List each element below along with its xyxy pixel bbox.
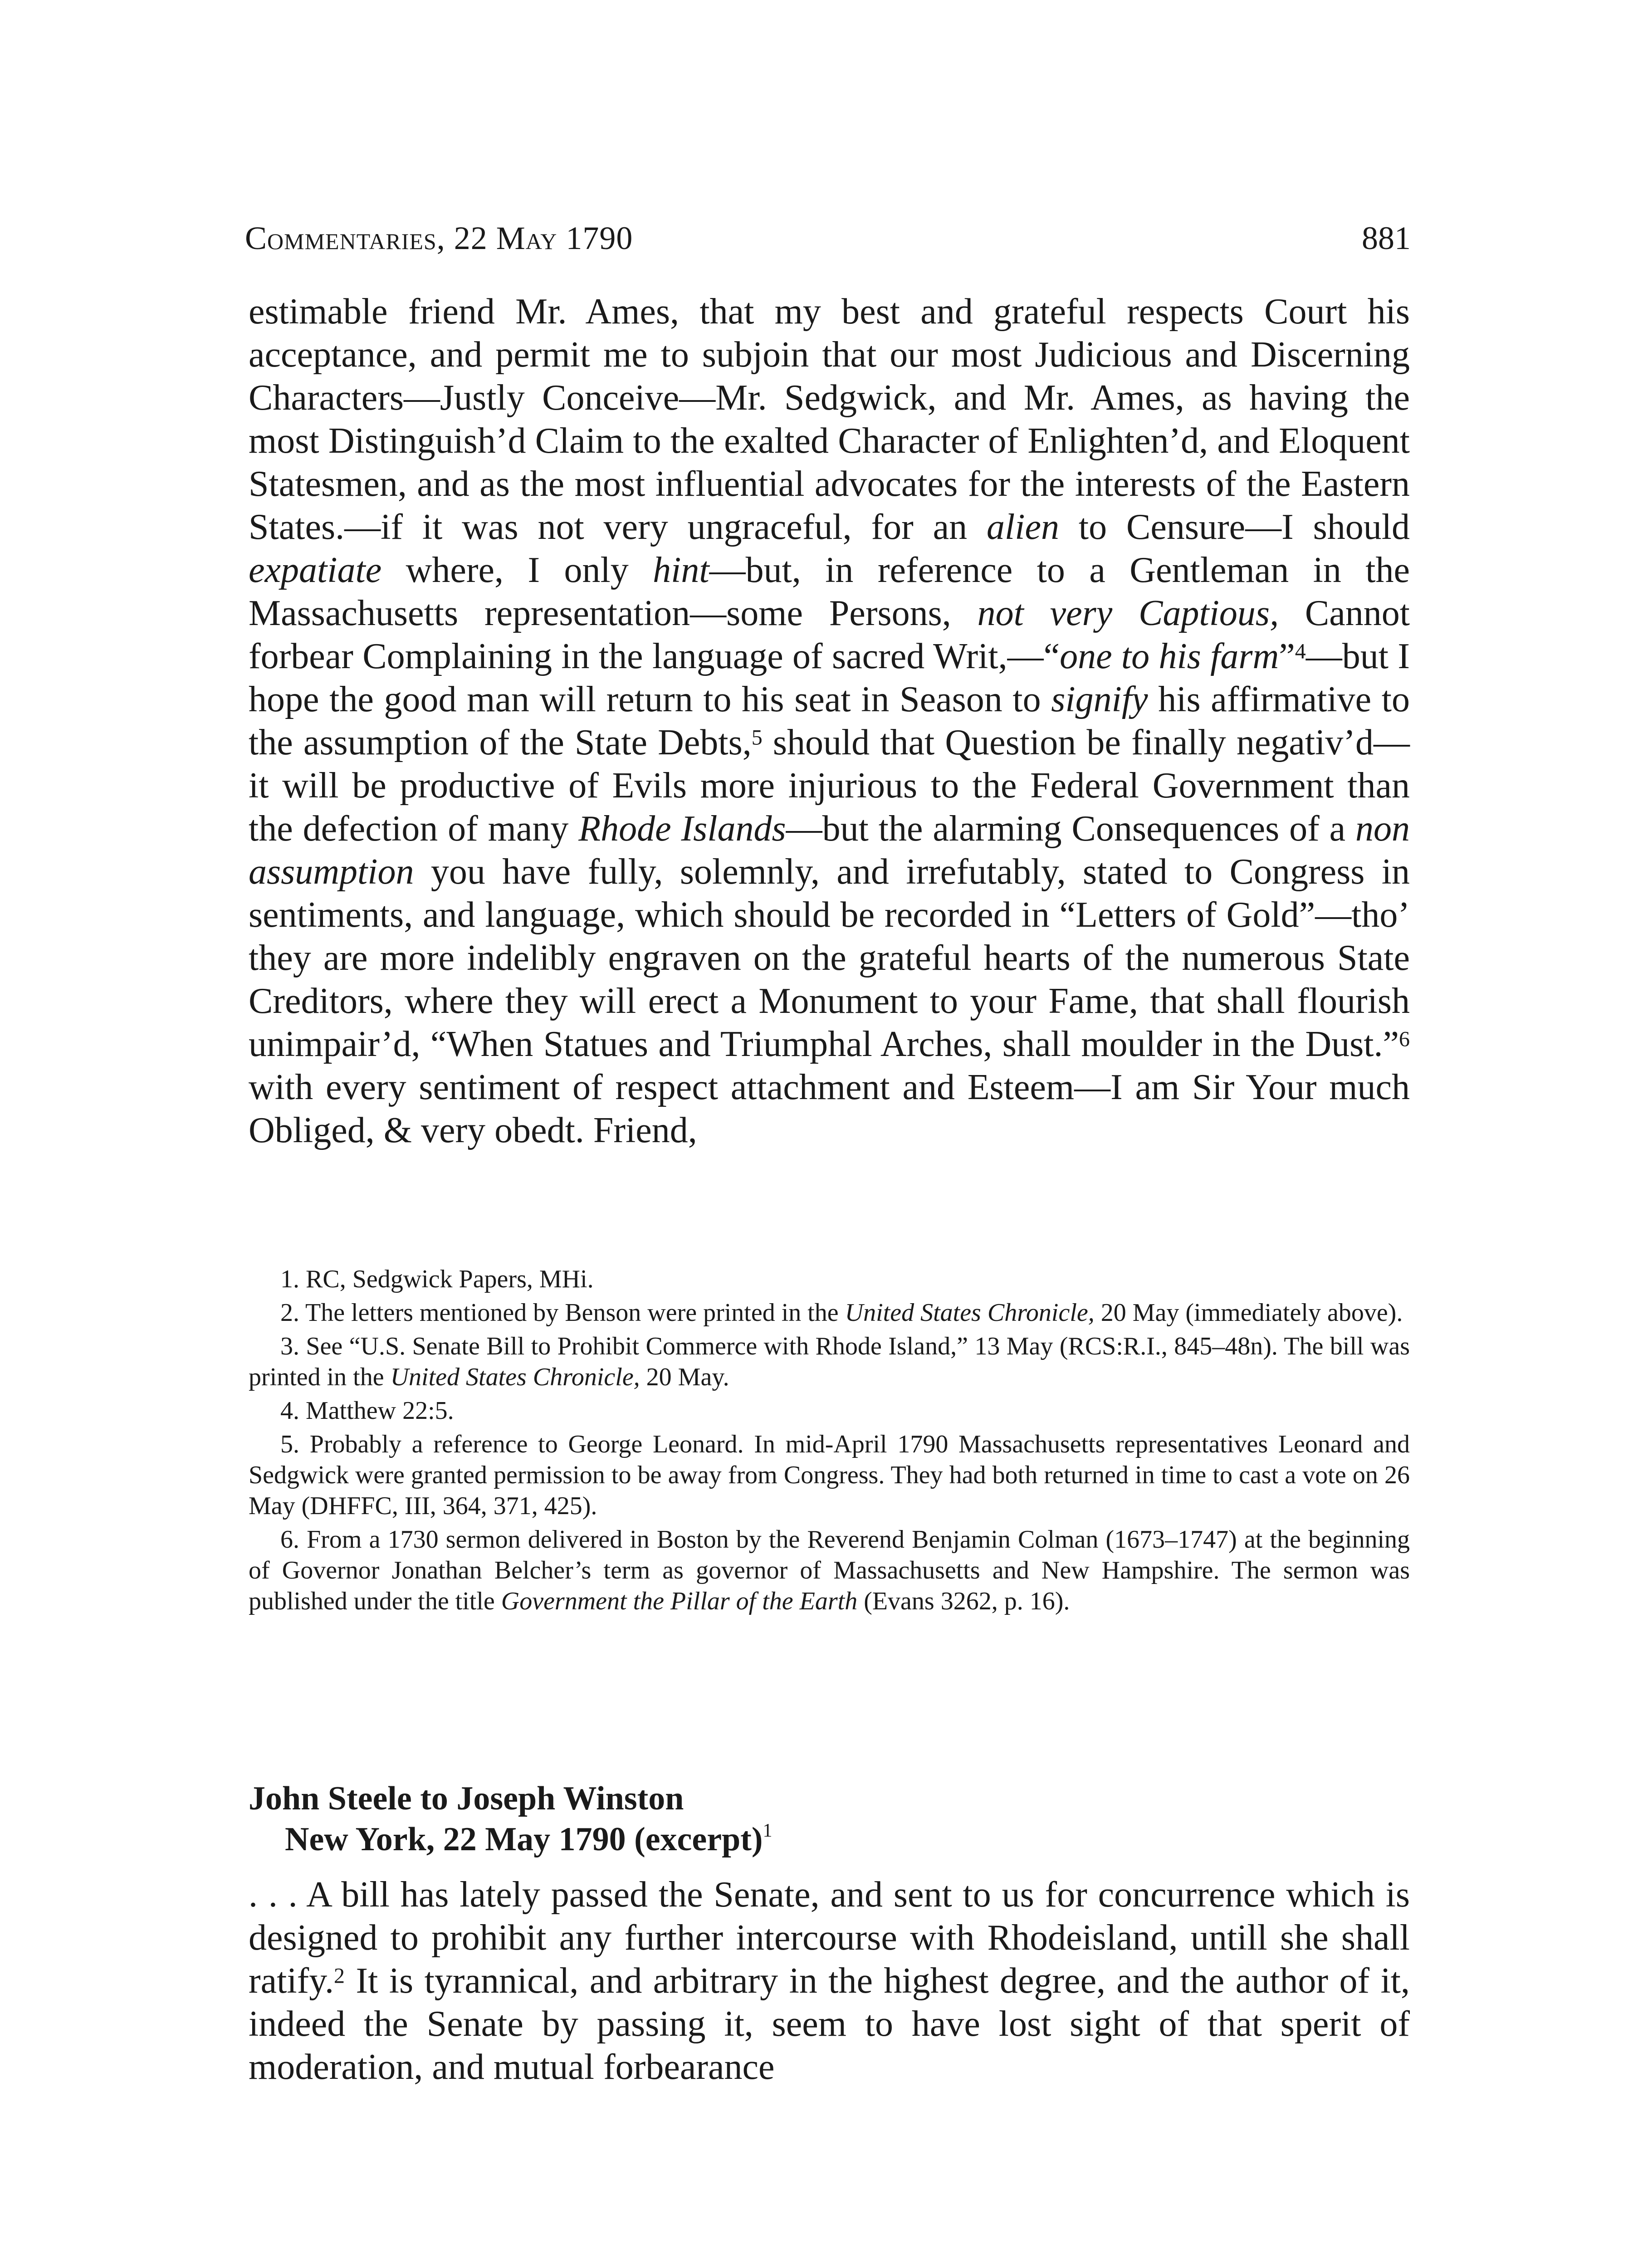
note-ref: 6 (1399, 1027, 1410, 1051)
letter-excerpt (249, 1873, 1410, 2089)
note-ref: 4 (1295, 639, 1306, 664)
text-run: 6. From a 1730 sermon delivered in Boston by the Reverend Benjamin Colman (1673–1747) at the beginning of Governor Jonathan Belcher’s term as governor of Massachusetts and New Hampshire. The sermon was published under the title (249, 1525, 1410, 1615)
section-title-note-ref: 1 (763, 1820, 772, 1841)
note-ref: 2 (334, 1964, 345, 1988)
excerpt-paragraph (249, 1873, 1410, 2089)
italic-text: United States Chronicle, (390, 1363, 640, 1391)
italic-text: alien (987, 507, 1059, 547)
section-title-line2 (249, 1819, 1410, 1860)
text-run: (Evans 3262, p. 16). (857, 1587, 1070, 1615)
page-header (245, 213, 1411, 263)
letter-paragraph (249, 290, 1410, 1152)
text-run: —but I hope the good man will return to his seat in Season to (249, 636, 1410, 719)
italic-text: not very Captious, (977, 593, 1279, 633)
section-title-line1: John Steele to Joseph Winston (249, 1780, 684, 1817)
footnote-6 (249, 1524, 1410, 1617)
text-run: you have fully, solemnly, and irrefutably, stated to Congress in sentiments, and language, which should be recorded in “Letters of Gold”—tho’ they are more indelibly engraven on the grateful hearts of the numerous State Creditors, where they will erect a Monument to your Fame, that shall flourish unimpair’d, “When Statues and Triumphal Arches, shall moulder in the Dust.” (249, 852, 1410, 1064)
italic-text: signify (1051, 679, 1148, 719)
italic-text: hint (653, 550, 709, 590)
text-run: 3. See “U.S. Senate Bill to Prohibit Commerce with Rhode Island,” 13 May (RCS:R.I., 845–48n). The bill was printed in the (249, 1332, 1410, 1391)
footnote-4 (249, 1395, 1410, 1426)
text-run: with every sentiment of respect attachment and Esteem—I am Sir Your much Obliged, & very obedt. Friend, (249, 1067, 1410, 1150)
italic-text: Government the Pillar of the Earth (501, 1587, 858, 1615)
text-run: . . . A bill has lately passed the Senate, and sent to us for concurrence which is designed to prohibit any further intercourse with Rhodeisland, untill she shall ratify. (249, 1875, 1410, 2001)
italic-text: United States Chronicle, (845, 1299, 1095, 1327)
footnote-5 (249, 1429, 1410, 1521)
text-run: 1. RC, Sedgwick Papers, MHi. (280, 1265, 594, 1293)
letter-continuation (249, 290, 1410, 1152)
text-run: ” (1279, 636, 1295, 676)
italic-text: non assumption (249, 809, 1410, 892)
note-ref: 5 (751, 725, 763, 750)
text-run: —but, in reference to a Gentleman in the Massachusetts representation—some Persons, (249, 550, 1410, 633)
section-heading (249, 1778, 1410, 1860)
text-run: 20 May. (640, 1363, 729, 1391)
text-run: Cannot forbear Complaining in the language of sacred Writ,—“ (249, 593, 1410, 676)
footnote-3 (249, 1331, 1410, 1393)
footnotes (249, 1264, 1410, 1619)
italic-text: expatiate (249, 550, 382, 590)
section-title-place-date: New York, 22 May 1790 (excerpt) (285, 1821, 763, 1858)
text-run: 5. Probably a reference to George Leonard. In mid-April 1790 Massachusetts representatives Leonard and Sedgwick were granted permission to be away from Congress. They had both returned in time to cast a vote on 26 May (DHFFC, III, 364, 371, 425). (249, 1430, 1410, 1520)
italic-text: Rhode Islands (578, 809, 786, 849)
text-run: to Censure—I should (1059, 507, 1410, 547)
text-run: 20 May (immediately above). (1094, 1299, 1403, 1327)
text-run: —but the alarming Consequences of a (786, 809, 1355, 849)
footnote-1 (249, 1264, 1410, 1295)
text-run: It is tyrannical, and arbitrary in the highest degree, and the author of it, indeed the Senate by passing it, seem to have lost sight of that sperit of moderation, and mutual forbearance (249, 1961, 1410, 2087)
italic-text: one to his farm (1060, 636, 1279, 676)
text-run: should that Question be finally negativ’d—it will be productive of Evils more injurious to the Federal Government than the defection of many (249, 723, 1410, 849)
text-run: where, I only (381, 550, 653, 590)
text-run: his affirmative to the assumption of the State Debts, (249, 679, 1410, 763)
running-head: Commentaries, 22 May 1790 (245, 220, 633, 256)
footnote-2 (249, 1297, 1410, 1328)
page-number: 881 (1362, 220, 1411, 256)
text-run: 2. The letters mentioned by Benson were printed in the (280, 1299, 845, 1327)
text-run: estimable friend Mr. Ames, that my best and grateful respects Court his acceptance, and permit me to subjoin that our most Judicious and Discerning Characters—Justly Conceive—Mr. Sedgwick, and Mr. Ames, as having the most Distinguish’d Claim to the exalted Character of Enlighten’d, and Eloquent Statesmen, and as the most influential advocates for the interests of the Eastern States.—if it was not very ungraceful, for an (249, 292, 1410, 547)
text-run: 4. Matthew 22:5. (280, 1397, 454, 1425)
